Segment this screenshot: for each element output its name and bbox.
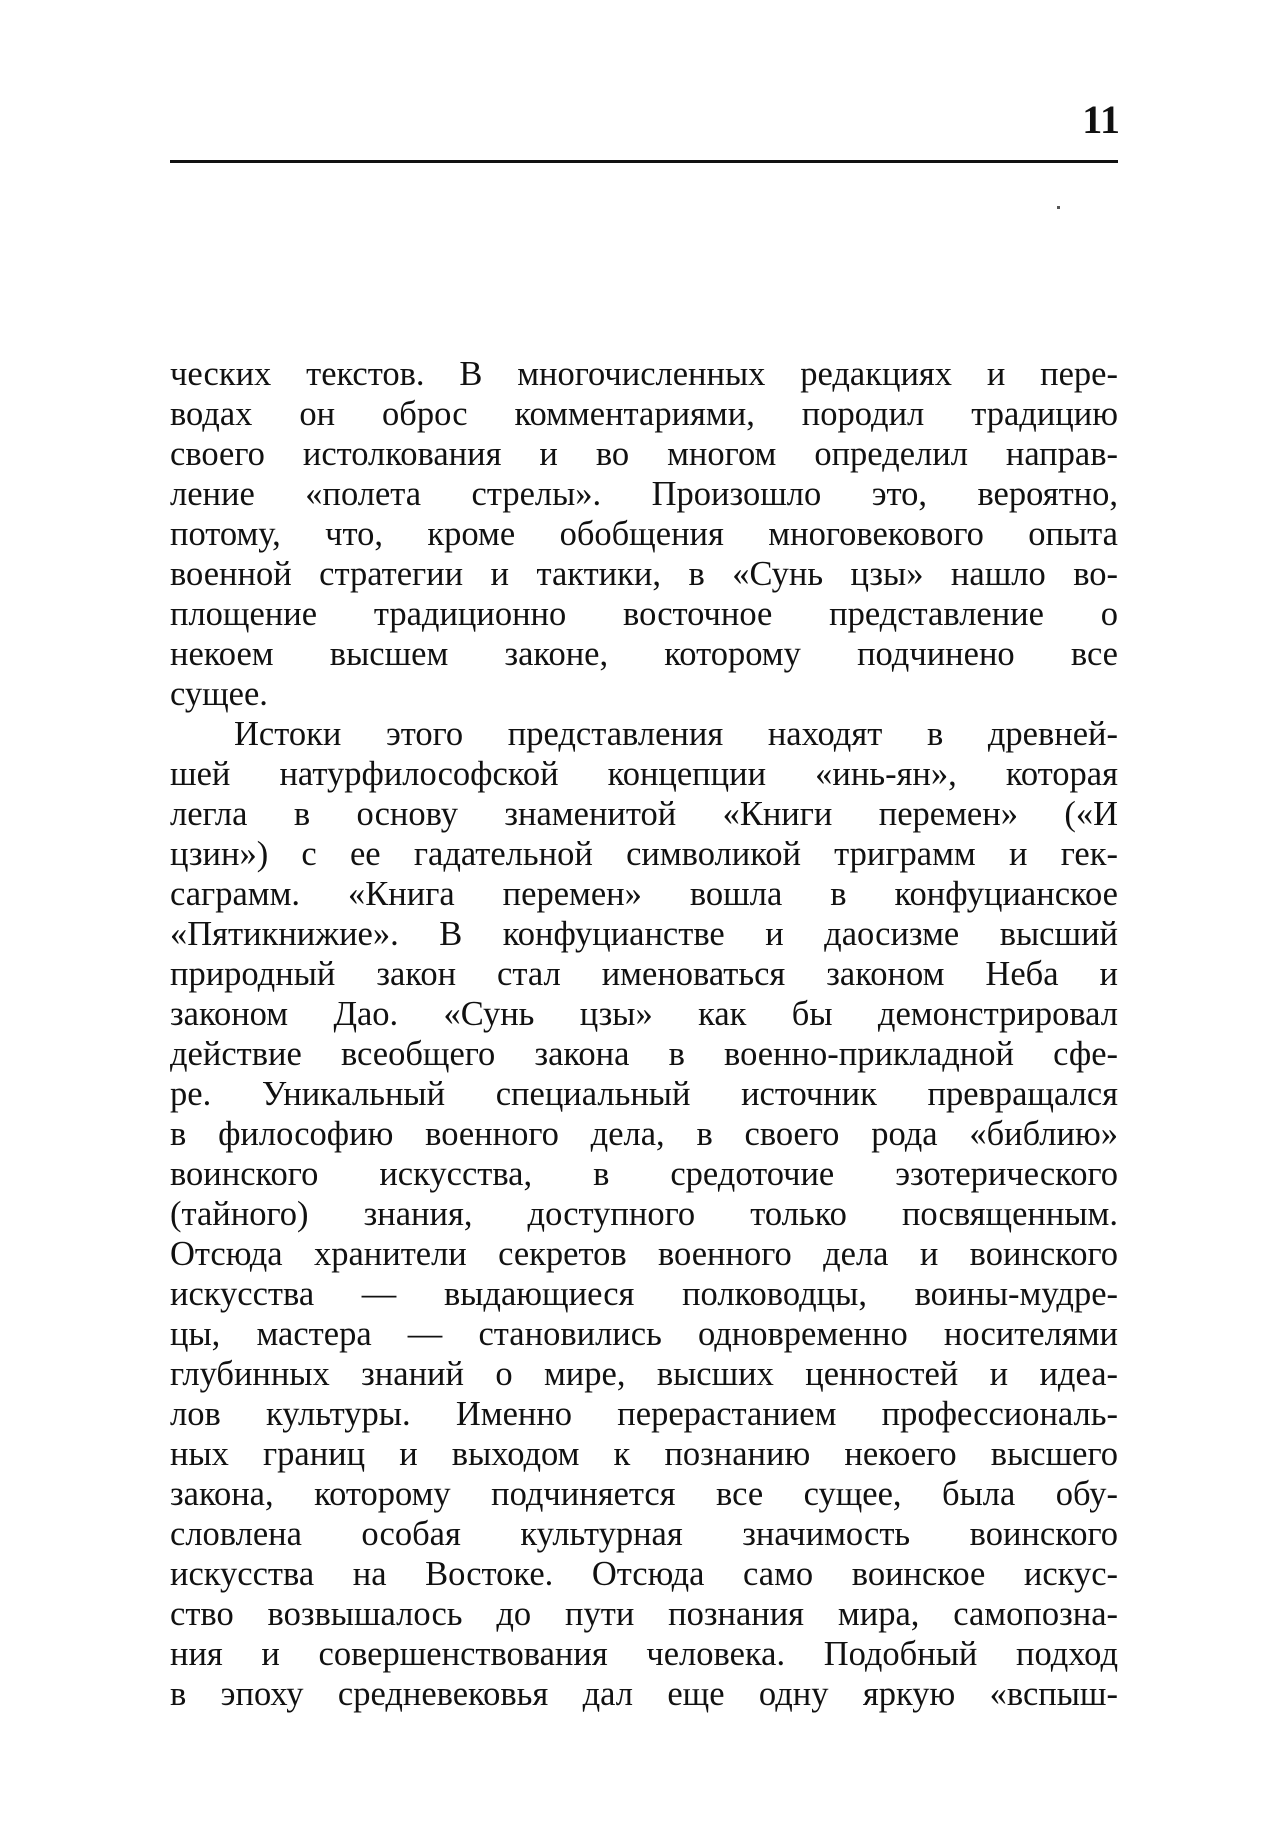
text-line: ния и совершенствования человека. Подобный подход [170,1635,1118,1673]
text-line: ство возвышалось до пути познания мира, самопозна- [170,1595,1118,1633]
scan-speck [1057,206,1060,209]
body-text [170,354,1118,1714]
text-line: действие всеобщего закона в военно-прикладной сфе- [170,1035,1118,1073]
text-line: саграмм. «Книга перемен» вошла в конфуцианское [170,875,1118,913]
text-line: искусства — выдающиеся полководцы, воины-мудре- [170,1275,1118,1313]
text-line: потому, что, кроме обобщения многовекового опыта [170,515,1118,553]
text-line: законом Дао. «Сунь цзы» как бы демонстрировал [170,995,1118,1033]
header-rule [170,160,1118,163]
paragraph-1 [170,354,1118,714]
text-line: воинского искусства, в средоточие эзотерического [170,1155,1118,1193]
text-line: ление «полета стрелы». Произошло это, вероятно, [170,475,1118,513]
text-line: ре. Уникальный специальный источник превращался [170,1075,1118,1113]
text-line: природный закон стал именоваться законом Неба и [170,955,1118,993]
text-line: Истоки этого представления находят в древней- [234,715,1118,753]
text-line: ческих текстов. В многочисленных редакциях и пере- [170,355,1118,393]
text-line: легла в основу знаменитой «Книги перемен» («И [170,795,1118,833]
text-line: Отсюда хранители секретов военного дела и воинского [170,1235,1118,1273]
text-line: глубинных знаний о мире, высших ценностей и идеа- [170,1355,1118,1393]
paragraph-2 [170,714,1118,1714]
text-line: лов культуры. Именно перерастанием профессиональ- [170,1395,1118,1433]
text-line: «Пятикнижие». В конфуцианстве и даосизме высший [170,915,1118,953]
text-line: в философию военного дела, в своего рода «библию» [170,1115,1118,1153]
text-line: площение традиционно восточное представление о [170,595,1118,633]
text-line: военной стратегии и тактики, в «Сунь цзы» нашло во- [170,555,1118,593]
page-number: 11 [1082,97,1120,142]
text-line: некоем высшем законе, которому подчинено все [170,635,1118,673]
text-line: цы, мастера — становились одновременно носителями [170,1315,1118,1353]
text-line: водах он оброс комментариями, породил традицию [170,395,1118,433]
text-line: своего истолкования и во многом определил направ- [170,435,1118,473]
text-line: цзин») с ее гадательной символикой триграмм и гек- [170,835,1118,873]
text-line: словлена особая культурная значимость воинского [170,1515,1118,1553]
text-line: шей натурфилософской концепции «инь-ян», которая [170,755,1118,793]
text-line: сущее. [170,675,268,713]
text-line: закона, которому подчиняется все сущее, была обу- [170,1475,1118,1513]
text-line: в эпоху средневековья дал еще одну яркую «вспыш- [170,1675,1118,1713]
text-line: ных границ и выходом к познанию некоего высшего [170,1435,1118,1473]
text-line: искусства на Востоке. Отсюда само воинское искус- [170,1555,1118,1593]
text-line: (тайного) знания, доступного только посвященным. [170,1195,1118,1233]
